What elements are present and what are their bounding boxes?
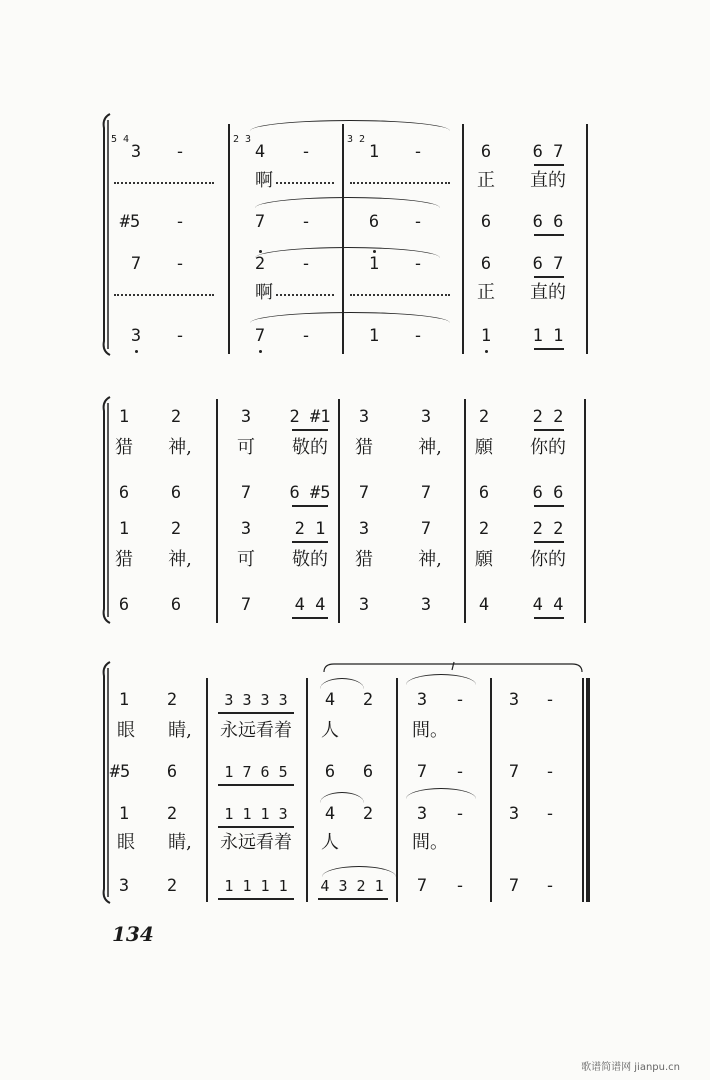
note: 3: [240, 519, 252, 539]
lyric: 神,: [168, 437, 192, 458]
note: -: [300, 326, 312, 346]
note: 7: [420, 519, 432, 539]
note: 1: [118, 519, 130, 539]
note: 2: [170, 407, 182, 427]
note: 2: [478, 407, 490, 427]
lyric: 直的: [530, 282, 566, 303]
lyric: 正: [477, 170, 495, 191]
beat-underline: [534, 505, 564, 507]
note: 6: [480, 212, 492, 232]
page-number: 134: [112, 922, 154, 946]
slur: [250, 312, 450, 323]
lyric: 間。: [412, 832, 448, 853]
octave-dot: [259, 250, 262, 253]
note: 3: [416, 804, 428, 824]
note: 2: [166, 876, 178, 896]
note: 4: [324, 804, 336, 824]
grace-note: 5 4: [110, 134, 130, 145]
note: 6: [170, 595, 182, 615]
final-repeat-bar: [586, 678, 590, 902]
lyric: 眼: [117, 720, 135, 741]
note: 6: [118, 483, 130, 503]
note: -: [412, 212, 424, 232]
beat-underline: [534, 276, 564, 278]
barline: [586, 124, 588, 354]
note: 2: [166, 690, 178, 710]
slur: [255, 197, 440, 208]
score-system-2: [100, 395, 600, 625]
note: 3: [130, 142, 142, 162]
note: 4: [478, 595, 490, 615]
lyric: 猎: [115, 437, 133, 458]
lyric: 間。: [412, 720, 448, 741]
beat-underline: [534, 429, 564, 431]
beat-underline: [534, 541, 564, 543]
note: -: [454, 876, 466, 896]
note: 1 7 6 5: [224, 763, 288, 781]
barline: [338, 399, 340, 623]
note: 1 1: [532, 326, 564, 346]
note: -: [300, 142, 312, 162]
lyric-continuation: [114, 294, 214, 297]
note: -: [412, 254, 424, 274]
lyric-continuation: [350, 294, 450, 297]
note: 7: [420, 483, 432, 503]
note: -: [174, 212, 186, 232]
note: -: [174, 326, 186, 346]
note: 6 6: [532, 212, 564, 232]
barline: [216, 399, 218, 623]
barline: [584, 399, 586, 623]
grace-note: 3 2: [346, 134, 366, 145]
octave-dot: [485, 350, 488, 353]
slur: [320, 678, 364, 689]
note: -: [544, 690, 556, 710]
beat-underline: [218, 826, 294, 828]
beat-underline: [534, 617, 564, 619]
note: -: [412, 142, 424, 162]
lyric: 神,: [168, 549, 192, 570]
note: #5: [119, 212, 141, 232]
note: -: [300, 254, 312, 274]
lyric: 啊: [255, 170, 273, 191]
note: 6 7: [532, 254, 564, 274]
note: 1: [368, 142, 380, 162]
octave-dot: [259, 350, 262, 353]
barline: [306, 678, 308, 902]
note: 3: [240, 407, 252, 427]
note: 6: [324, 762, 336, 782]
note: 3: [358, 407, 370, 427]
lyric: 猎: [115, 549, 133, 570]
note: 7: [358, 483, 370, 503]
note: 2 1: [294, 519, 326, 539]
lyric: 正: [477, 282, 495, 303]
note: 1 1 1 3: [224, 805, 288, 823]
note: 4 3 2 1: [320, 877, 384, 895]
final-repeat-bar: [582, 678, 584, 902]
note: 3: [358, 595, 370, 615]
barline: [206, 678, 208, 902]
note: 1: [480, 326, 492, 346]
note: 2: [362, 804, 374, 824]
beat-underline: [218, 898, 294, 900]
note: 3: [118, 876, 130, 896]
note: 7: [508, 762, 520, 782]
lyric: 願: [475, 549, 493, 570]
beat-underline: [218, 784, 294, 786]
note: 6: [480, 142, 492, 162]
lyric-continuation: [350, 182, 450, 185]
note: -: [454, 804, 466, 824]
note: 7: [240, 595, 252, 615]
lyric: 睛,: [168, 720, 192, 741]
beat-underline: [534, 234, 564, 236]
barline: [462, 124, 464, 354]
lyric: 人: [321, 832, 339, 853]
note: 1: [118, 407, 130, 427]
note: 1: [368, 254, 380, 274]
lyric: 直的: [530, 170, 566, 191]
note: 3: [508, 690, 520, 710]
note: 7: [416, 762, 428, 782]
barline: [490, 678, 492, 902]
lyric: 敬的: [292, 437, 328, 458]
beat-underline: [292, 429, 328, 431]
lyric: 眼: [117, 832, 135, 853]
note: 6 6: [532, 483, 564, 503]
note: 2 2: [532, 519, 564, 539]
note: -: [174, 254, 186, 274]
lyric: 你的: [530, 549, 566, 570]
note: 4: [324, 690, 336, 710]
beat-underline: [292, 541, 328, 543]
note: 7: [254, 326, 266, 346]
note: 6 7: [532, 142, 564, 162]
lyric: 永远看着: [220, 720, 292, 741]
lyric: 願: [475, 437, 493, 458]
watermark: 歌谱简谱网 jianpu.cn: [581, 1062, 680, 1073]
note: 3: [508, 804, 520, 824]
note: 1: [368, 326, 380, 346]
note: 1 1 1 1: [224, 877, 288, 895]
note: 6: [166, 762, 178, 782]
system-bracket: [100, 660, 114, 905]
note: 3: [130, 326, 142, 346]
barline: [464, 399, 466, 623]
note: 4 4: [532, 595, 564, 615]
note: 6: [368, 212, 380, 232]
note: 3: [358, 519, 370, 539]
note: -: [454, 690, 466, 710]
note: 6: [478, 483, 490, 503]
barline: [396, 678, 398, 902]
note: 6: [170, 483, 182, 503]
lyric: 猎: [355, 437, 373, 458]
lyric: 人: [321, 720, 339, 741]
octave-dot: [135, 350, 138, 353]
slur: [320, 792, 364, 803]
slur: [406, 788, 476, 799]
beat-underline: [292, 617, 328, 619]
note: 4: [254, 142, 266, 162]
note: 6 #5: [289, 483, 331, 503]
lyric: 敬的: [292, 549, 328, 570]
note: 2 2: [532, 407, 564, 427]
volta-bracket: [322, 660, 584, 674]
lyric-continuation: [276, 294, 334, 297]
note: 2: [254, 254, 266, 274]
grace-note: 2 3: [232, 134, 252, 145]
note: 3: [420, 407, 432, 427]
note: -: [544, 876, 556, 896]
note: 6: [118, 595, 130, 615]
note: 3 3 3 3: [224, 691, 288, 709]
beat-underline: [218, 712, 294, 714]
note: 6: [480, 254, 492, 274]
note: 3: [420, 595, 432, 615]
lyric: 神,: [418, 437, 442, 458]
beat-underline: [318, 898, 388, 900]
note: 7: [240, 483, 252, 503]
note: -: [300, 212, 312, 232]
note: 1: [118, 804, 130, 824]
octave-dot: [373, 250, 376, 253]
note: 2 #1: [289, 407, 331, 427]
system-bracket: [100, 395, 114, 625]
note: 2: [478, 519, 490, 539]
beat-underline: [292, 505, 328, 507]
lyric: 睛,: [168, 832, 192, 853]
lyric-continuation: [114, 182, 214, 185]
score-system-3: [100, 660, 600, 905]
note: 1: [118, 690, 130, 710]
note: 6: [362, 762, 374, 782]
note: -: [544, 804, 556, 824]
lyric-continuation: [276, 182, 334, 185]
note: 7: [416, 876, 428, 896]
note: -: [454, 762, 466, 782]
lyric: 猎: [355, 549, 373, 570]
note: 2: [362, 690, 374, 710]
slur: [406, 674, 476, 685]
note: 7: [254, 212, 266, 232]
barline: [228, 124, 230, 354]
note: -: [544, 762, 556, 782]
note: -: [412, 326, 424, 346]
beat-underline: [534, 348, 564, 350]
lyric: 你的: [530, 437, 566, 458]
lyric: 永远看着: [220, 832, 292, 853]
note: 4 4: [294, 595, 326, 615]
score-system-1: [100, 112, 600, 357]
note: #5: [109, 762, 131, 782]
note: 7: [130, 254, 142, 274]
lyric: 神,: [418, 549, 442, 570]
note: 7: [508, 876, 520, 896]
beat-underline: [534, 164, 564, 166]
lyric: 可: [237, 549, 255, 570]
note: 3: [416, 690, 428, 710]
note: 2: [170, 519, 182, 539]
note: -: [174, 142, 186, 162]
note: 2: [166, 804, 178, 824]
lyric: 可: [237, 437, 255, 458]
lyric: 啊: [255, 282, 273, 303]
